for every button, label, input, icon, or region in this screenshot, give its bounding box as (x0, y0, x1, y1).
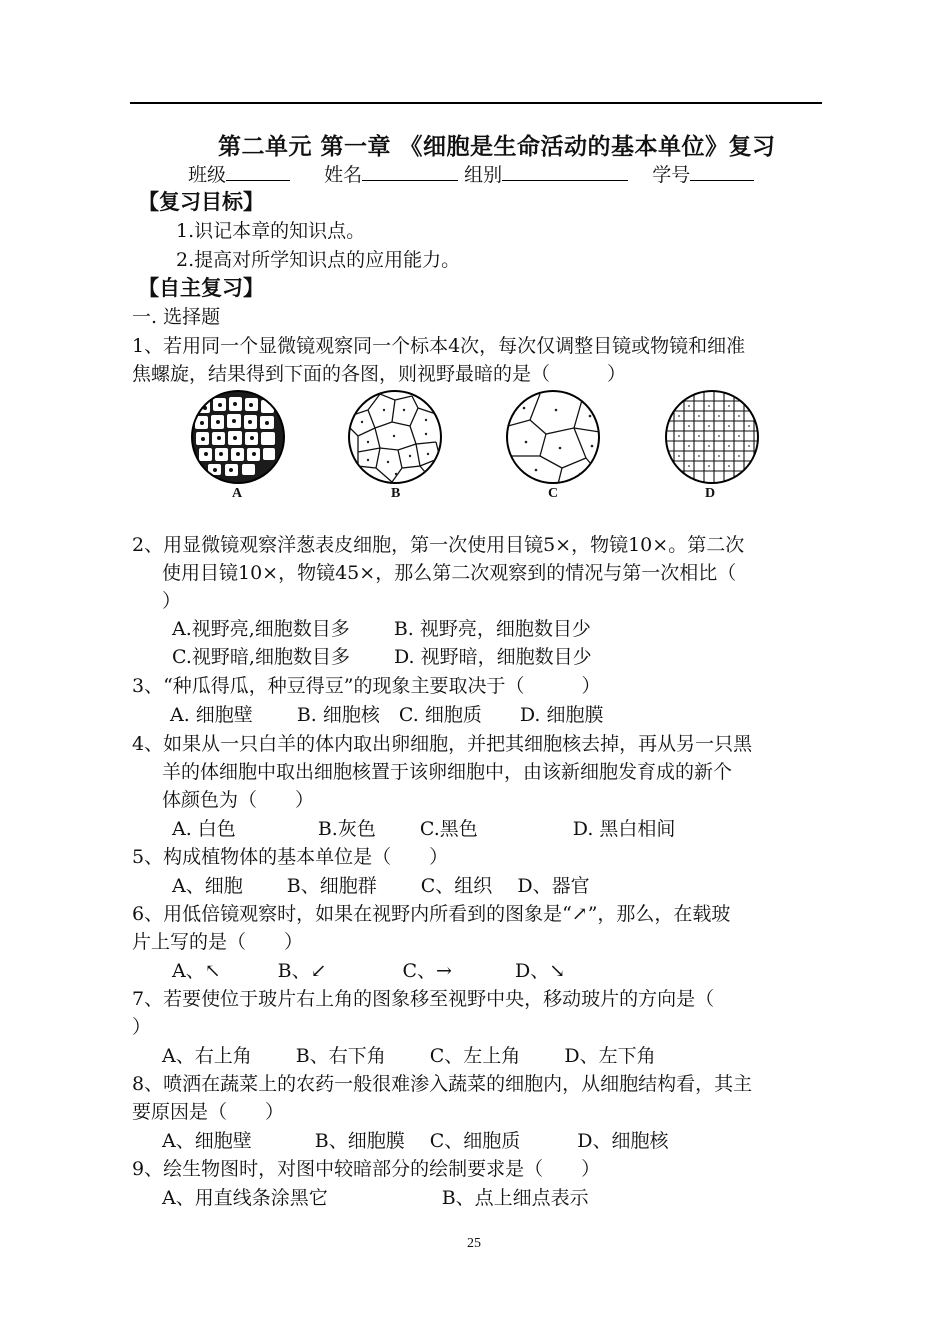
question-7-line: ） (132, 1016, 152, 1038)
question-6-line: 片上写的是（ ） (132, 931, 304, 953)
question-4-line: 4、如果从一只白羊的体内取出卵细胞，并把其细胞核去掉，再从另一只黑 (132, 733, 753, 755)
microscope-fields-figure (190, 386, 790, 508)
page-title: 第二单元 第一章 《细胞是生命活动的基本单位》复习 (218, 133, 776, 160)
field-b-icon (349, 391, 441, 483)
class-label: 班级 (188, 164, 227, 186)
objective-item: 2.提高对所学知识点的应用能力。 (176, 249, 461, 271)
question-1-line: 焦螺旋，结果得到下面的各图，则视野最暗的是（ ） (132, 363, 627, 385)
question-2-options: C.视野暗,细胞数目多 D. 视野暗，细胞数目少 (172, 646, 592, 668)
question-4-line: 羊的体细胞中取出细胞核置于该卵细胞中，由该新细胞发育成的新个 (162, 761, 733, 783)
top-rule (130, 102, 822, 104)
id-label: 学号 (652, 164, 691, 186)
objectives-heading: 【复习目标】 (138, 189, 264, 214)
question-2-line: 2、用显微镜观察洋葱表皮细胞，第一次使用目镜5×，物镜10×。第二次 (132, 534, 745, 556)
question-4-options: A. 白色 B.灰色 C.黑色 D. 黑白相间 (172, 818, 676, 840)
part-title: 一. 选择题 (132, 306, 221, 328)
question-5-options: A、细胞 B、细胞群 C、组织 D、器官 (172, 875, 590, 897)
question-6-options: A、↖ B、↙ C、→ D、↘ (172, 960, 566, 982)
question-8-options: A、细胞壁 B、细胞膜 C、细胞质 D、细胞核 (162, 1130, 669, 1152)
question-1-line: 1、若用同一个显微镜观察同一个标本4次，每次仅调整目镜或物镜和细准 (132, 335, 746, 357)
field-d-icon (666, 391, 758, 483)
question-4-line: 体颜色为（ ） (162, 789, 315, 811)
name-field[interactable] (362, 162, 458, 181)
id-field[interactable] (690, 162, 754, 181)
review-heading: 【自主复习】 (138, 275, 264, 300)
student-info-row (188, 160, 754, 187)
question-2-options: A.视野亮,细胞数目多 B. 视野亮，细胞数目少 (172, 618, 591, 640)
question-2-line: ） (162, 590, 182, 612)
field-a-icon (192, 391, 284, 483)
question-5: 5、构成植物体的基本单位是（ ） (132, 846, 449, 868)
name-label: 姓名 (324, 164, 363, 186)
page-number: 25 (467, 1236, 481, 1251)
question-3-options: A. 细胞壁 B. 细胞核 C. 细胞质 D. 细胞膜 (170, 704, 604, 726)
class-field[interactable] (226, 162, 290, 181)
field-c-icon (507, 391, 600, 484)
question-8-line: 8、喷洒在蔬菜上的农药一般很难渗入蔬菜的细胞内，从细胞结构看，其主 (132, 1073, 753, 1095)
question-9-options: A、用直线条涂黑它 B、点上细点表示 (162, 1187, 589, 1209)
objective-item: 1.识记本章的知识点。 (176, 220, 366, 242)
figure-label-b: B (391, 486, 401, 501)
question-3: 3、“种瓜得瓜，种豆得豆”的现象主要取决于（ ） (132, 675, 601, 697)
group-label: 组别 (464, 164, 503, 186)
question-8-line: 要原因是（ ） (132, 1101, 285, 1123)
group-field[interactable] (502, 162, 628, 181)
figure-label-c: C (548, 486, 559, 501)
figure-label-a: A (232, 486, 243, 501)
figure-label-d: D (705, 486, 716, 501)
question-9: 9、绘生物图时，对图中较暗部分的绘制要求是（ ） (132, 1158, 601, 1180)
question-7-options: A、右上角 B、右下角 C、左上角 D、左下角 (162, 1045, 656, 1067)
question-2-line: 使用目镜10×，物镜45×，那么第二次观察到的情况与第一次相比（ (162, 562, 737, 584)
question-7-line: 7、若要使位于玻片右上角的图象移至视野中央，移动玻片的方向是（ (132, 988, 715, 1010)
question-6-line: 6、用低倍镜观察时，如果在视野内所看到的图象是“↗”，那么，在载玻 (132, 903, 731, 925)
